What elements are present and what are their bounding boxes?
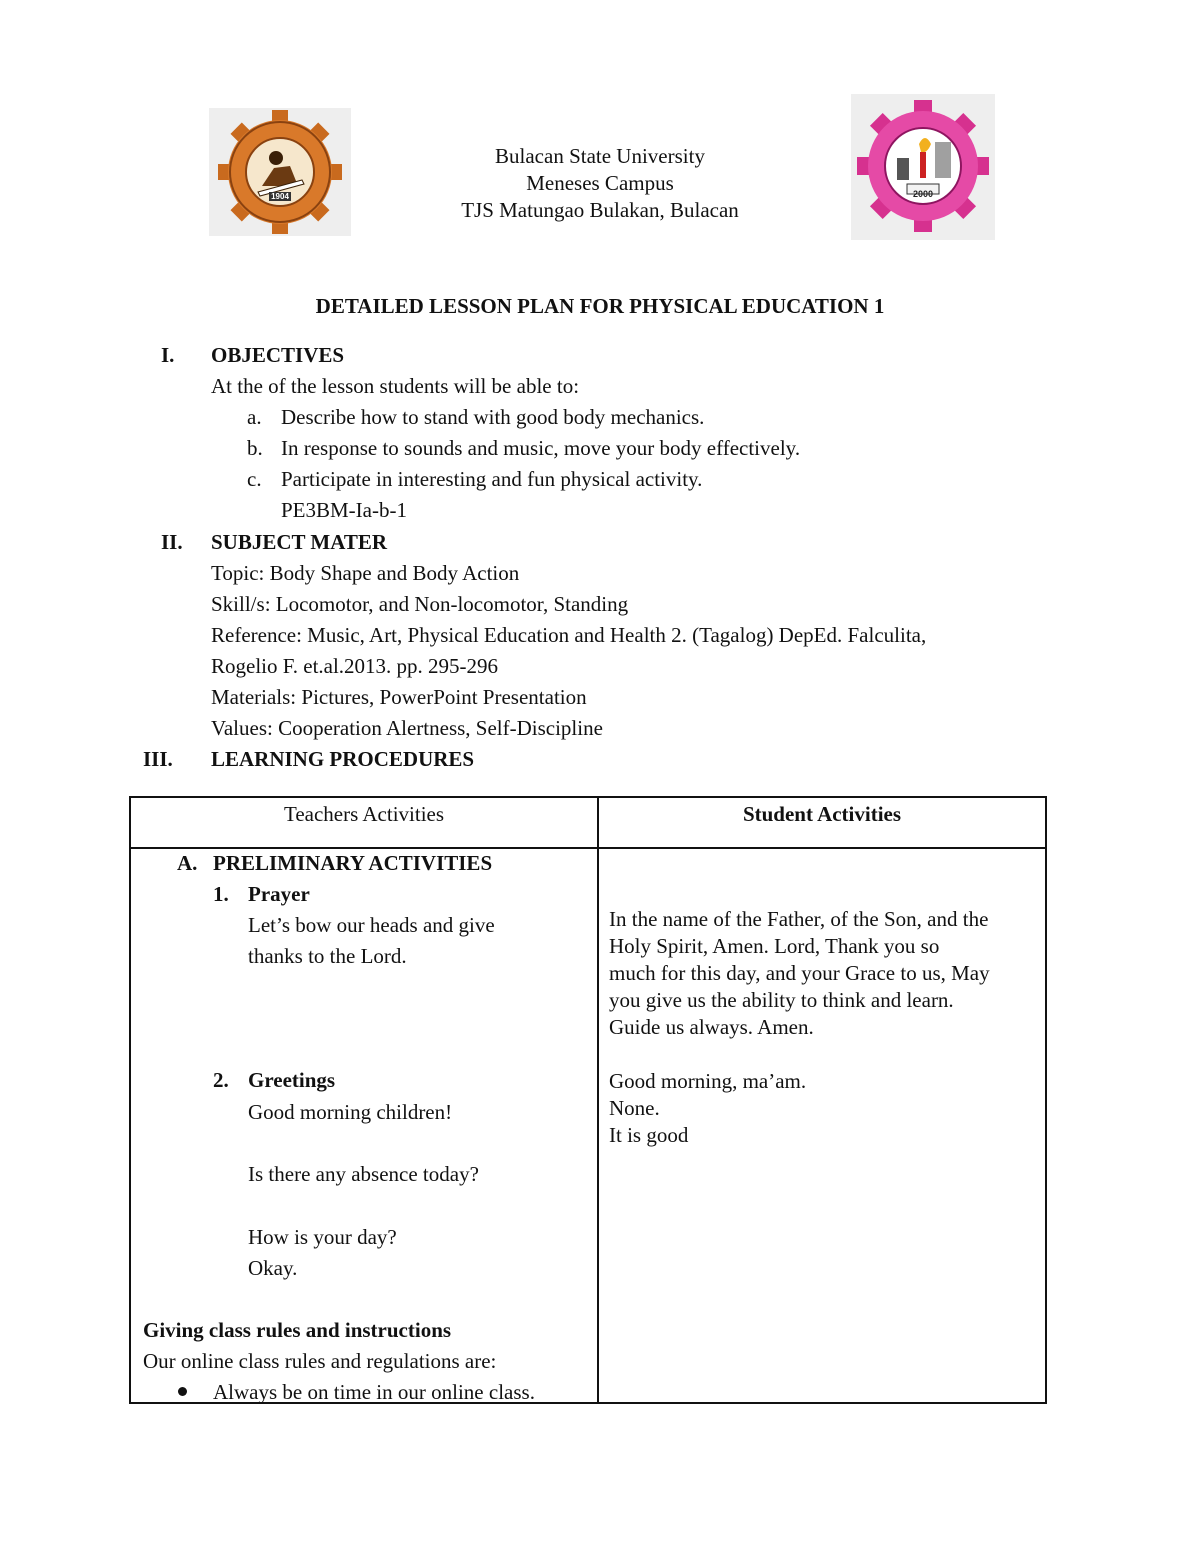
subject-materials: Materials: Pictures, PowerPoint Presentation: [211, 685, 587, 709]
student-day-response: It is good: [609, 1123, 689, 1147]
objective-item: Describe how to stand with good body mechanics.: [281, 405, 705, 429]
section-number-objectives: I.: [161, 343, 175, 367]
student-prayer-line: In the name of the Father, of the Son, and the: [609, 907, 989, 931]
student-prayer-line: much for this day, and your Grace to us, May: [609, 961, 990, 985]
university-name: Bulacan State University: [495, 144, 705, 168]
objective-item: In response to sounds and music, move your body effectively.: [281, 436, 801, 460]
campus-name: Meneses Campus: [526, 171, 674, 195]
subject-topic: Topic: Body Shape and Body Action: [211, 561, 520, 585]
student-prayer-line: Guide us always. Amen.: [609, 1015, 814, 1039]
greetings-heading: Greetings: [248, 1068, 336, 1092]
prayer-heading: Prayer: [248, 882, 310, 906]
bullet-icon: [178, 1387, 187, 1396]
preliminary-activities-heading: PRELIMINARY ACTIVITIES: [213, 851, 493, 875]
prayer-instruction: Let’s bow our heads and give: [248, 913, 495, 937]
objective-item: Participate in interesting and fun physical activity.: [281, 467, 703, 491]
prayer-instruction-cont: thanks to the Lord.: [248, 944, 407, 968]
activities-table: [129, 796, 1047, 1404]
left-logo-year: 1904: [271, 192, 289, 201]
teacher-activities-cell: [130, 848, 598, 1403]
class-rules-heading: Giving class rules and instructions: [143, 1318, 452, 1342]
student-column-header-cell: [598, 797, 1046, 848]
objective-letter: b.: [247, 436, 263, 460]
student-prayer-line: you give us the ability to think and learn.: [609, 988, 954, 1012]
procedures-heading: LEARNING PROCEDURES: [211, 747, 475, 771]
teacher-column-header: Teachers Activities: [283, 802, 445, 826]
campus-address: TJS Matungao Bulakan, Bulacan: [461, 198, 739, 222]
document-title: DETAILED LESSON PLAN FOR PHYSICAL EDUCATION 1: [315, 294, 885, 318]
section-letter: A.: [177, 851, 198, 875]
greetings-number: 2.: [213, 1068, 229, 1092]
student-absence-response: None.: [609, 1096, 660, 1120]
right-logo-year: 2000: [912, 189, 934, 199]
objectives-intro: At the of the lesson students will be able to:: [211, 374, 580, 398]
class-rules-intro: Our online class rules and regulations are:: [143, 1349, 497, 1373]
subject-reference-cont: Rogelio F. et.al.2013. pp. 295-296: [211, 654, 499, 678]
objective-letter: a.: [247, 405, 262, 429]
subject-skills: Skill/s: Locomotor, and Non-locomotor, Standing: [211, 592, 629, 616]
student-activities-cell: [598, 848, 1046, 1403]
okay-line: Okay.: [248, 1256, 298, 1280]
subject-reference: Reference: Music, Art, Physical Education and Health 2. (Tagalog) DepEd. Falculita,: [211, 623, 927, 647]
absence-question: Is there any absence today?: [248, 1162, 479, 1186]
student-prayer-line: Holy Spirit, Amen. Lord, Thank you so: [609, 934, 940, 958]
prayer-number: 1.: [213, 882, 229, 906]
competency-code: PE3BM-Ia-b-1: [281, 498, 407, 522]
subject-values: Values: Cooperation Alertness, Self-Discipline: [211, 716, 603, 740]
greeting-line: Good morning children!: [248, 1100, 453, 1124]
class-rule-item: Always be on time in our online class.: [213, 1380, 535, 1404]
objectives-heading: OBJECTIVES: [211, 343, 345, 367]
objective-letter: c.: [247, 467, 262, 491]
teacher-column-header-cell: [130, 797, 598, 848]
subject-heading: SUBJECT MATER: [211, 530, 388, 554]
student-column-header: Student Activities: [742, 802, 902, 826]
student-greeting-response: Good morning, ma’am.: [609, 1069, 807, 1093]
section-number-procedures: III.: [143, 747, 173, 771]
day-question: How is your day?: [248, 1225, 397, 1249]
section-number-subject: II.: [161, 530, 183, 554]
